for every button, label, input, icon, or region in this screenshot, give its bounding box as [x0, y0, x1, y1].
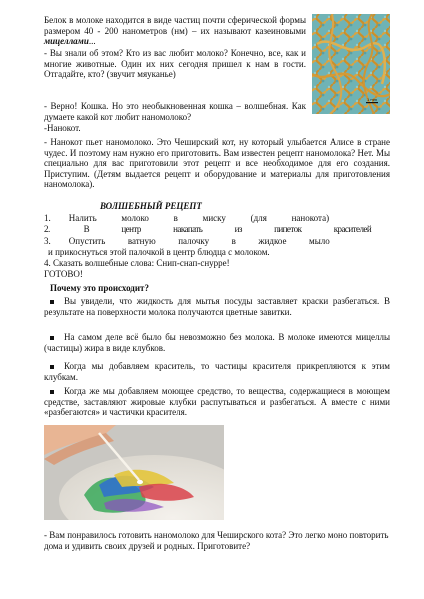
recipe-heading: ВОЛШЕБНЫЙ РЕЦЕПТ [100, 201, 202, 211]
bullet-icon [50, 365, 54, 369]
nanocat-answer: -Нанокот. [44, 123, 81, 133]
question-paragraph: - Вы знали об этом? Кто из вас любит молоко? Конечно, все, как и многие животные. Один их них сегодня пришел к нам в гости. Отгадайте, кто? (звучит мяуканье) [44, 48, 306, 80]
nanocat-paragraph: - Нанокот пьет наномолоко. Это Чеширский кот, ну который улыбается Алисе в стране чудес. И поэтому нам нужно его приготовить. Вам известен рецепт наномолока? Нет. Мы специально для вас приготовили этот рецепт и все необходимое для его создания. Приступим. (Детям выдается рецепт и оборудование и материалы для приготовления наномолока). [44, 137, 390, 190]
intro-ellipsis: ... [88, 36, 96, 47]
bullet-icon [50, 300, 54, 304]
closing-paragraph: - Вам понравилось готовить наномолоко для Чеширского кота? Это легко моно повторить дома и удивить своих друзей и родных. Приготовите? [44, 530, 389, 551]
intro-text: Белок в молоке находится в виде частиц почти сферической формы размером 40 - 200 нанометров (нм) – их называют казеиновыми [44, 15, 306, 36]
micelles-term: мицеллами [44, 36, 89, 47]
why-item: Когда же мы добавляем моющее средство, то вещества, содержащиеся в моющем средстве, заставляют жировые клубки распутываться и разбегаться. А вместе с ними «разбегаются» и частички красителя. [44, 386, 390, 418]
recipe-done: ГОТОВО! [44, 269, 83, 279]
why-item: Когда мы добавляем краситель, то частицы красителя прикрепляются к этим клубкам. [44, 361, 390, 382]
answer-paragraph: - Верно! Кошка. Но это необыкновенная кошка – волшебная. Как думаете какой кот любит наномолоко? [44, 101, 306, 122]
recipe-step: 4. Сказать волшебные слова: Снип-снап-снурре! [44, 258, 230, 268]
scale-label: 1 mm [367, 97, 377, 102]
recipe-step: 1. Налить молоко в миску (для нанокота) [44, 213, 330, 223]
recipe-step: 3. Опустить ватную палочку в жидкое мыло [44, 236, 330, 246]
milk-experiment-photo [44, 425, 224, 520]
micrograph-image [312, 14, 390, 114]
bullet-icon [50, 336, 54, 340]
milk-plate-image [44, 425, 224, 520]
scale-bar [366, 102, 378, 103]
bullet-icon [50, 390, 54, 394]
why-item: На самом деле всё было бы невозможно без молока. В молоке имеются мицеллы (частицы) жира в виде клубков. [44, 332, 390, 353]
why-item: Вы увидели, что жидкость для мытья посуды заставляет краски разбегаться. В результате на поверхности молока получаются цветные завитки. [44, 296, 390, 317]
why-heading: Почему это происходит? [50, 283, 149, 293]
recipe-step: 2. В центр накапать из пипеток красителей [44, 224, 372, 234]
micelle-micrograph [312, 14, 390, 114]
recipe-step: и прикоснуться этой палочкой в центр блюдца с молоком. [48, 247, 270, 257]
intro-paragraph [44, 15, 306, 47]
